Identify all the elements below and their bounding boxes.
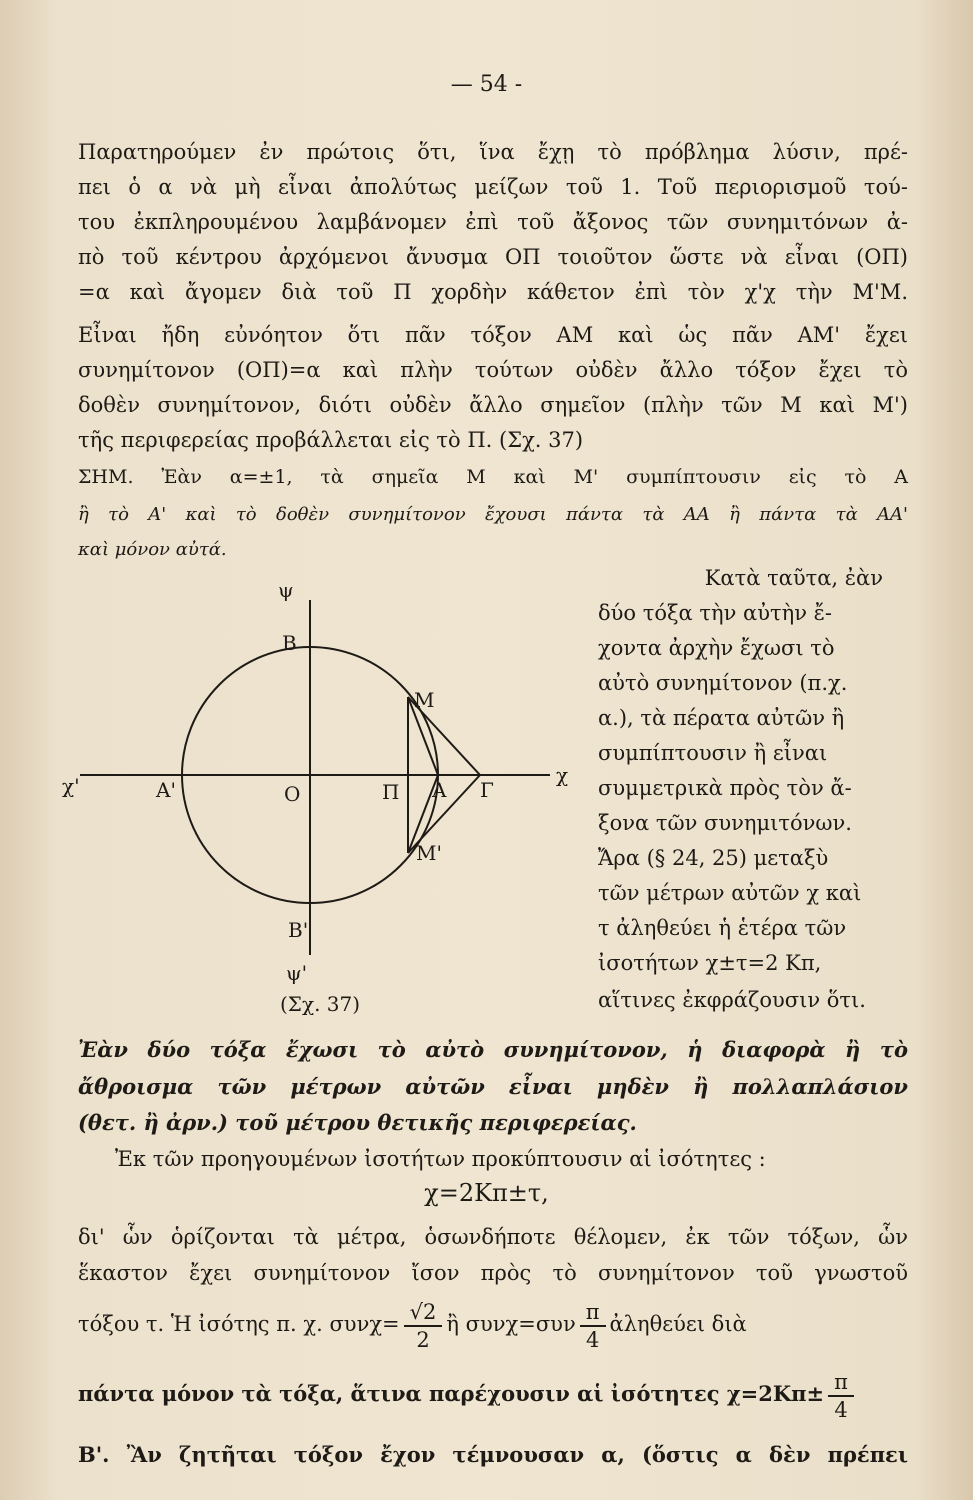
label-O: Ο bbox=[284, 782, 301, 806]
figure-caption: (Σχ. 37) bbox=[280, 992, 361, 1016]
figure-37 bbox=[60, 575, 580, 995]
formula-line-2 bbox=[78, 1366, 908, 1423]
formula2-start: πάντα μόνον τὰ τόξα, ἅτινα παρέχουσιν αἱ ἰσότητες χ=2Κπ± bbox=[78, 1381, 825, 1406]
text-line: ἕκαστον ἔχει συνημίτονον ἴσον πρὸς τὸ συνημίτονον τοῦ γνωστοῦ bbox=[78, 1261, 908, 1285]
formula-x: χ=2Κπ±τ, bbox=[424, 1179, 549, 1207]
note-line: ΣΗΜ. Ἐὰν α=±1, τὰ σημεῖα Μ καὶ Μ' συμπίπτουσιν εἰς τὸ Α bbox=[78, 466, 908, 488]
label-chi-left: χ' bbox=[62, 774, 80, 798]
theorem-line: (θετ. ἢ ἀρν.) τοῦ μέτρου θετικῆς περιφερείας. bbox=[78, 1110, 637, 1135]
text-line: Παρατηρούμεν ἐν πρώτοις ὅτι, ἵνα ἔχῃ τὸ πρόβλημα λύσιν, πρέ- bbox=[78, 140, 908, 164]
text-line: πει ὁ α νὰ μὴ εἶναι ἀπολύτως μείζων τοῦ 1. Τοῦ περιορισμοῦ τού- bbox=[78, 175, 908, 199]
text-line: πὸ τοῦ κέντρου ἀρχόμενοι ἄνυσμα ΟΠ τοιοῦτον ὥστε νὰ εἶναι (ΟΠ) bbox=[78, 245, 908, 269]
theorem-line: ἄθροισμα τῶν μέτρων αὐτῶν εἶναι μηδὲν ἢ πολλαπλάσιον bbox=[78, 1074, 908, 1099]
fraction-pi-over-4 bbox=[828, 1369, 854, 1423]
fraction-sqrt2-over-2 bbox=[404, 1299, 443, 1353]
label-A-prime: Α' bbox=[156, 778, 176, 802]
side-text-line: αἵτινες ἐκφράζουσιν ὅτι. bbox=[598, 988, 866, 1012]
label-M: Μ bbox=[414, 688, 435, 712]
label-M-prime: Μ' bbox=[416, 841, 442, 865]
label-G: Γ bbox=[480, 778, 494, 802]
text-line: =α καὶ ἄγομεν διὰ τοῦ Π χορδὴν κάθετον ἐπὶ τὸν χ'χ τὴν Μ'Μ. bbox=[78, 280, 908, 304]
text-line: Εἶναι ἤδη εὐνόητον ὅτι πᾶν τόξον ΑΜ καὶ ὡς πᾶν ΑΜ' ἔχει bbox=[78, 323, 908, 347]
side-text-line: ξονα τῶν συνημιτόνων. bbox=[598, 811, 852, 835]
formula-middle: ἢ συνχ=συν bbox=[446, 1312, 576, 1336]
side-text-line: Ἄρα (§ 24, 25) μεταξὺ bbox=[598, 846, 829, 870]
text-line: δι' ὧν ὁρίζονται τὰ μέτρα, ὁσωνδήποτε θέλομεν, ἐκ τῶν τόξων, ὧν bbox=[78, 1225, 908, 1249]
side-text-line: τῶν μέτρων αὐτῶν χ καὶ bbox=[598, 881, 862, 905]
side-text-line: α.), τὰ πέρατα αὐτῶν ἢ bbox=[598, 706, 845, 730]
label-B-prime: Β' bbox=[288, 918, 309, 942]
label-psi-bottom: ψ' bbox=[286, 961, 308, 985]
side-text-line: δύο τόξα τὴν αὐτὴν ἔ- bbox=[598, 601, 833, 625]
label-P: Π bbox=[382, 780, 400, 804]
side-text-line: τ ἀληθεύει ἡ ἑτέρα τῶν bbox=[598, 916, 847, 940]
formula-end: ἀληθεύει διὰ bbox=[609, 1312, 747, 1336]
text-line: δοθὲν συνημίτονον, διότι οὐδὲν ἄλλο σημεῖον (πλὴν τῶν Μ καὶ Μ') bbox=[78, 393, 908, 417]
section-b-line: Β'. Ἂν ζητῆται τόξον ἔχον τέμνουσαν α, (ὅστις α δὲν πρέπει bbox=[78, 1442, 908, 1467]
page-number: — 54 - bbox=[450, 72, 523, 97]
fraction-denominator: 2 bbox=[416, 1327, 430, 1352]
side-text-line: Κατὰ ταῦτα, ἐὰν bbox=[704, 566, 883, 590]
note-line: καὶ μόνον αὐτά. bbox=[78, 539, 227, 560]
side-text-line: συμμετρικὰ πρὸς τὸν ἄ- bbox=[598, 776, 852, 800]
text-line: του ἐκπληρουμένου λαμβάνομεν ἐπὶ τοῦ ἄξονος τῶν συνημιτόνων ἀ- bbox=[78, 210, 908, 234]
text-line: συνημίτονον (ΟΠ)=α καὶ πλὴν τούτων οὐδὲν ἄλλο τόξον ἔχει τὸ bbox=[78, 358, 908, 382]
label-psi-top: ψ bbox=[278, 578, 294, 602]
text-line: Ἐκ τῶν προηγουμένων ἰσοτήτων προκύπτουσιν αἱ ἰσότητες : bbox=[115, 1147, 766, 1171]
theorem-line: Ἐὰν δύο τόξα ἔχωσι τὸ αὐτὸ συνημίτονον, ἡ διαφορὰ ἢ τὸ bbox=[78, 1037, 908, 1062]
label-A: Α bbox=[432, 778, 447, 802]
fraction-denominator: 4 bbox=[585, 1327, 600, 1352]
note-line: ἢ τὸ Α' καὶ τὸ δοθὲν συνημίτονον ἔχουσι πάντα τὰ ΑΑ ἢ πάντα τὰ ΑΑ' bbox=[78, 504, 908, 525]
side-text-line: ἰσοτήτων χ±τ=2 Κπ, bbox=[598, 951, 822, 975]
text-line: τῆς περιφερείας προβάλλεται εἰς τὸ Π. (Σχ. 37) bbox=[78, 428, 584, 452]
label-chi-right: χ bbox=[556, 763, 569, 787]
fraction-numerator: √2 bbox=[404, 1299, 443, 1327]
fraction-denominator: 4 bbox=[834, 1397, 848, 1422]
label-B: Β bbox=[282, 631, 297, 655]
formula-start: τόξου τ. Ἡ ἰσότης π. χ. συνχ= bbox=[78, 1312, 400, 1336]
formula-line bbox=[78, 1296, 908, 1353]
fraction-numerator: π bbox=[828, 1369, 854, 1397]
side-text-line: συμπίπτουσιν ἢ εἶναι bbox=[598, 741, 828, 765]
fraction-pi-over-4 bbox=[580, 1299, 606, 1353]
side-text-line: χοντα ἀρχὴν ἔχωσι τὸ bbox=[598, 636, 835, 660]
fraction-numerator: π bbox=[580, 1299, 606, 1327]
side-text-line: αὐτὸ συνημίτονον (π.χ. bbox=[598, 671, 848, 695]
